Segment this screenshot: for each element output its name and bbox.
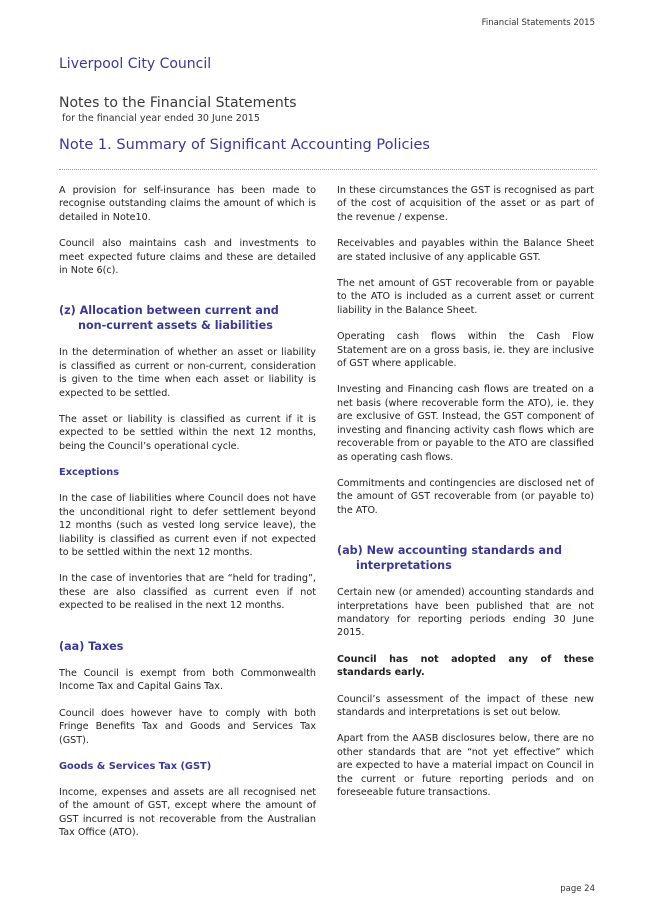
paragraph: The Council is exempt from both Commonwealth Income Tax and Capital Gains Tax. <box>59 668 316 693</box>
organisation-name: Liverpool City Council <box>59 56 212 72</box>
section-heading-aa: (aa) Taxes <box>59 639 124 653</box>
paragraph: In the determination of whether an asset or liability is classified as current or non-current, consideration is given to the time when each asset or liability is expected to be settled. <box>59 347 316 399</box>
paragraph: Council does however have to comply with both Fringe Benefits Tax and Goods and Services Tax (GST). <box>59 707 316 746</box>
paragraph: The net amount of GST recoverable from or payable to the ATO is included as a current asset or current liability in the Balance Sheet. <box>337 278 594 316</box>
section-heading-line: (ab) New accounting standards and <box>337 544 563 558</box>
paragraph: In these circumstances the GST is recognised as part of the cost of acquisition of the asset or as part of the revenue / expense. <box>337 185 594 223</box>
section-heading-ab <box>337 544 594 573</box>
paragraph: Commitments and contingencies are disclosed net of the amount of GST recoverable from (or payable to) the ATO. <box>337 477 594 516</box>
left-column <box>59 184 316 853</box>
section-heading-line: (z) Allocation between current and <box>59 304 279 318</box>
paragraph: Council’s assessment of the impact of these new standards and interpretations is set out below. <box>337 693 594 718</box>
subheading-gst: Goods & Services Tax (GST) <box>59 761 212 773</box>
paragraph: Receivables and payables within the Balance Sheet are stated inclusive of any applicable GST. <box>337 238 594 263</box>
section-heading-line: non-current assets & liabilities <box>78 318 273 332</box>
paragraph: Certain new (or amended) accounting standards and interpretations have been published that are not mandatory for reporting periods ending 30 June 2015. <box>337 587 594 639</box>
page-number: page 24 <box>560 884 595 894</box>
document-title: Notes to the Financial Statements <box>59 95 297 111</box>
paragraph-emphasis: Council has not adopted any of these standards early. <box>337 653 594 679</box>
document-subtitle: for the financial year ended 30 June 2015 <box>62 113 260 124</box>
right-column <box>337 184 594 812</box>
note-heading: Note 1. Summary of Significant Accounting Policies <box>59 137 430 153</box>
paragraph: Council also maintains cash and investments to meet expected future claims and these are detailed in Note 6(c). <box>59 238 316 277</box>
running-header: Financial Statements 2015 <box>481 18 595 28</box>
paragraph: In the case of liabilities where Council does not have the unconditional right to defer settlement beyond 12 months (such as vested long service leave), the liability is classified as current even if not expected to be settled within the next 12 months. <box>59 493 316 558</box>
paragraph: Income, expenses and assets are all recognised net of the amount of GST, except where the amount of GST incurred is not recoverable from the Australian Tax Office (ATO). <box>59 787 316 839</box>
paragraph: Investing and Financing cash flows are treated on a net basis (where recoverable form the ATO), ie. they are exclusive of GST. Instead, the GST component of investing and financing activity cash flows which are recoverable from or payable to the ATO are classified as operating cash flows. <box>337 384 594 463</box>
paragraph: A provision for self-insurance has been made to recognise outstanding claims the amount of which is detailed in Note10. <box>59 185 316 223</box>
paragraph: Apart from the AASB disclosures below, there are no other standards that are “not yet effective” which are expected to have a material impact on Council in the current or future reporting periods and on foreseeable future transactions. <box>337 733 594 798</box>
paragraph: In the case of inventories that are “held for trading”, these are also classified as current even if not expected to be realised in the next 12 months. <box>59 573 316 612</box>
paragraph: The asset or liability is classified as current if it is expected to be settled within the next 12 months, being the Council’s operational cycle. <box>59 414 316 452</box>
dotted-divider <box>59 169 597 170</box>
subheading-exceptions: Exceptions <box>59 467 120 479</box>
section-heading-z <box>59 304 316 333</box>
section-heading-line: interpretations <box>356 558 452 572</box>
paragraph: Operating cash flows within the Cash Flow Statement are on a gross basis, ie. they are inclusive of GST where applicable. <box>337 331 594 370</box>
